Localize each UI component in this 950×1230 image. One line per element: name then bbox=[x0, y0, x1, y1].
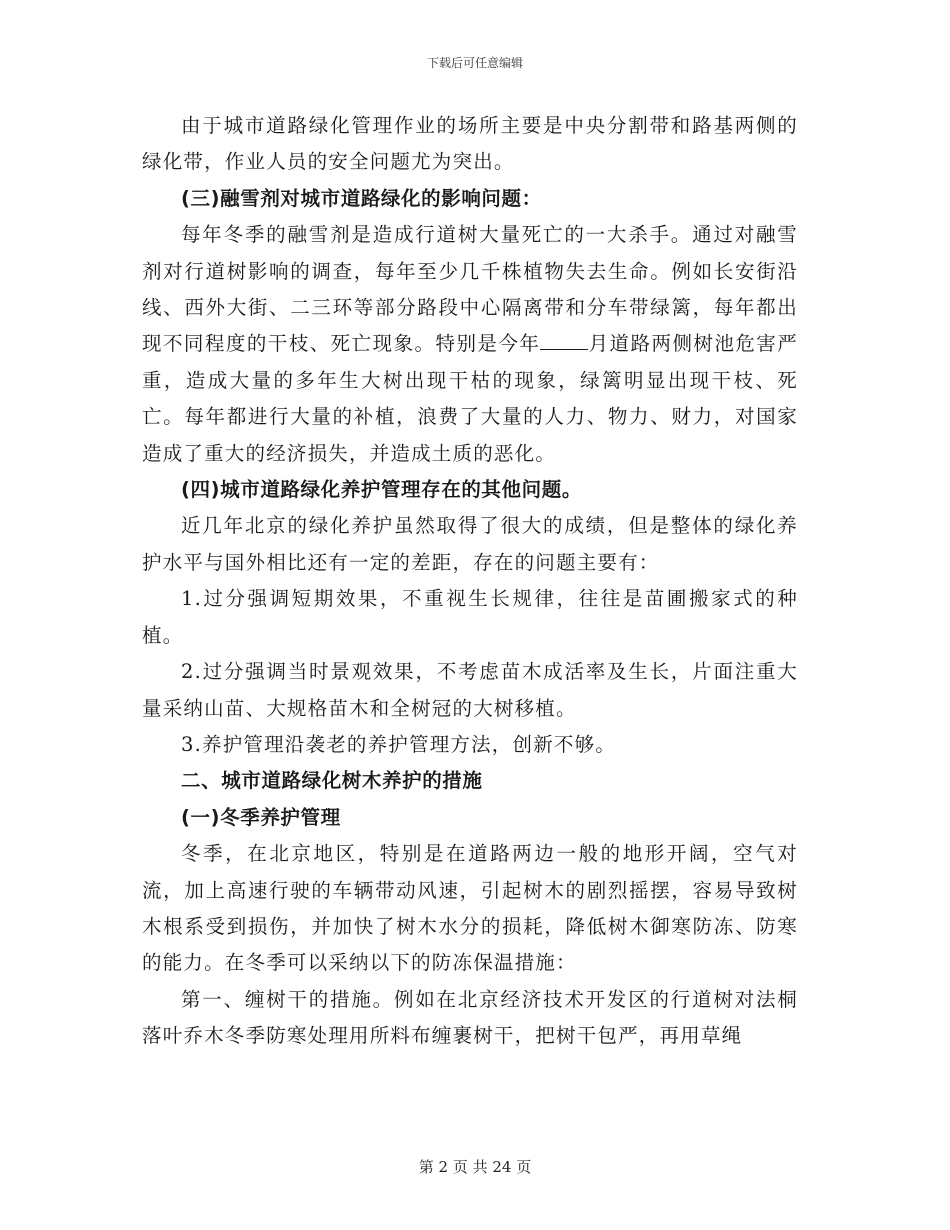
section-heading-measures: 二、城市道路绿化树木养护的措施 bbox=[181, 769, 483, 793]
section-heading-other-problems: (四)城市道路绿化养护管理存在的其他问题。 bbox=[181, 478, 582, 502]
list-item-2: 2.过分强调当时景观效果，不考虑苗木成活率及生长，片面注重大量采纳山苗、大规格苗木和全树冠的大树移植。 bbox=[142, 660, 798, 720]
page-header: 下载后可任意编辑 bbox=[426, 56, 523, 70]
document-body bbox=[142, 108, 798, 1055]
subsection-heading-winter: (一)冬季养护管理 bbox=[181, 805, 341, 829]
paragraph-winter: 冬季，在北京地区，特别是在道路两边一般的地形开阔，空气对流，加上高速行驶的车辆带动风速，引起树木的剧烈摇摆，容易导致树木根系受到损伤，并加快了树木水分的损耗，降低树木御寒防冻、防寒的能力。在冬季可以采纳以下的防冻保温措施： bbox=[142, 842, 798, 975]
paragraph-other-problems: 近几年北京的绿化养护虽然取得了很大的成绩，但是整体的绿化养护水平与国外相比还有一定的差距，存在的问题主要有： bbox=[142, 514, 798, 574]
paragraph-deicer-part2: 月道路两侧树池危害严重，造成大量的多年生大树出现干枯的现象，绿篱明显出现干枝、死亡。每年都进行大量的补植，浪费了大量的人力、物力、财力，对国家造成了重大的经济损失，并造成土质的恶化。 bbox=[142, 332, 798, 465]
list-item-1: 1.过分强调短期效果，不重视生长规律，往往是苗圃搬家式的种植。 bbox=[142, 587, 798, 647]
list-item-3: 3.养护管理沿袭老的养护管理方法，创新不够。 bbox=[181, 732, 617, 756]
section-heading-deicer: (三)融雪剂对城市道路绿化的影响问题： bbox=[181, 186, 542, 210]
paragraph-deicer-part1: 每年冬季的融雪剂是造成行道树大量死亡的一大杀手。通过对融雪剂对行道树影响的调查，每年至少几千株植物失去生命。例如长安街沿线、西外大街、二三环等部分路段中心隔离带和分车带绿篱，每年都出现不同程度的干枝、死亡现象。特别是今年 bbox=[142, 223, 798, 356]
paragraph-safety: 由于城市道路绿化管理作业的场所主要是中央分割带和路基两侧的绿化带，作业人员的安全问题尤为突出。 bbox=[142, 114, 798, 174]
paragraph-wrap-trunk: 第一、缠树干的措施。例如在北京经济技术开发区的行道树对法桐落叶乔木冬季防寒处理用所料布缠裹树干，把树干包严，再用草绳 bbox=[142, 987, 798, 1048]
paragraph-deicer bbox=[142, 217, 798, 472]
fill-in-blank bbox=[540, 331, 588, 350]
page-footer: 第 2 页 共 24 页 bbox=[418, 1158, 532, 1176]
